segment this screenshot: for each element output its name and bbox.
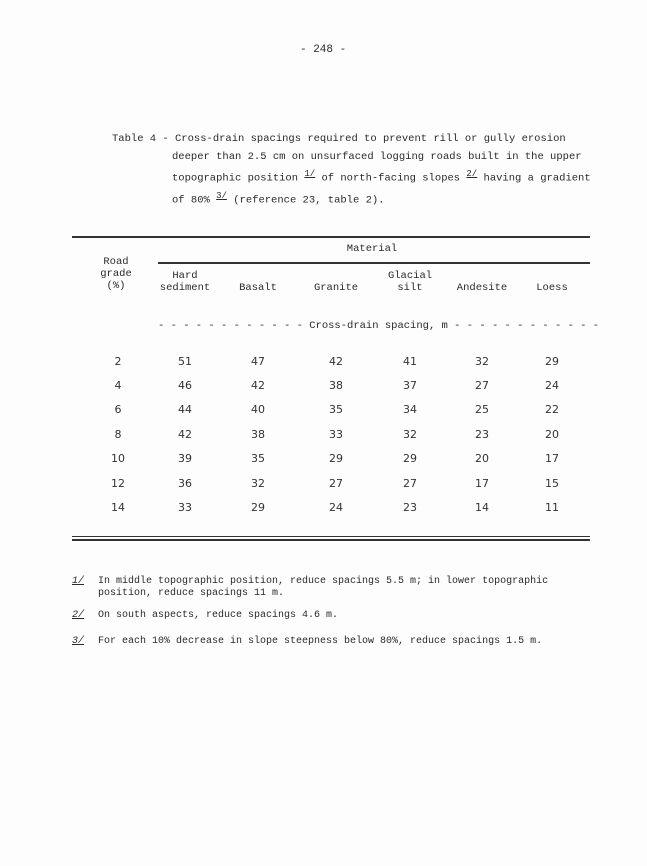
unit-label: - - - - - - - - - - - - Cross-drain spacing, m - - - - - - - - - - - - — [158, 320, 600, 332]
grade-cell: 12 — [111, 477, 125, 490]
spacing-cell: 33 — [178, 501, 192, 514]
column-header: Loess — [536, 282, 568, 294]
column-header: Hard sediment — [159, 270, 211, 294]
grade-cell: 2 — [114, 355, 122, 368]
footnote-text: In middle topographic position, reduce spacings 5.5 m; in lower topographic position, reduce spacings 11 m. — [98, 576, 549, 599]
spacing-cell: 17 — [545, 452, 559, 465]
grade-cell: 14 — [111, 501, 125, 514]
table-caption — [112, 131, 591, 210]
spacing-cell: 38 — [329, 379, 343, 392]
caption-text: of north-facing slopes — [321, 172, 461, 185]
spacing-cell: 29 — [403, 452, 417, 465]
caption-line: Table 4 - Cross-drain spacings required to prevent rill or gully erosion — [112, 133, 566, 145]
caption-line — [112, 188, 591, 210]
spacing-cell: 14 — [475, 501, 489, 514]
table-bottom-rule — [72, 536, 590, 537]
caption-text: topographic position — [172, 172, 299, 185]
table-bottom-rule — [72, 539, 590, 541]
caption-text: (reference 23, table 2). — [233, 194, 385, 207]
spacing-cell: 44 — [178, 403, 192, 416]
spacing-cell: 29 — [545, 355, 559, 368]
spacing-cell: 20 — [475, 452, 489, 465]
spacing-cell: 22 — [545, 403, 559, 416]
footnote-mark: 3/ — [72, 636, 85, 647]
spacing-cell: 27 — [403, 477, 417, 490]
caption-line — [112, 166, 591, 188]
footnote-ref: 2/ — [466, 169, 478, 179]
spacing-cell: 46 — [178, 379, 192, 392]
column-header: Andesite — [456, 282, 508, 294]
spacing-cell: 27 — [329, 477, 343, 490]
material-rule — [158, 262, 590, 264]
spacing-cell: 37 — [403, 379, 417, 392]
footnote-mark: 1/ — [72, 576, 85, 587]
column-header: Basalt — [239, 282, 277, 294]
column-header: Granite — [313, 282, 359, 294]
spacing-cell: 29 — [251, 501, 265, 514]
footnote — [72, 576, 568, 600]
spacing-cell: 15 — [545, 477, 559, 490]
spacing-cell: 11 — [545, 501, 559, 514]
spacing-cell: 39 — [178, 452, 192, 465]
footnote-text: On south aspects, reduce spacings 4.6 m. — [98, 610, 339, 621]
spacing-cell: 42 — [251, 379, 265, 392]
footnote — [72, 610, 568, 622]
spacing-cell: 42 — [178, 428, 192, 441]
page-number: - 248 - — [300, 44, 347, 56]
spacing-cell: 35 — [329, 403, 343, 416]
spacing-cell: 32 — [403, 428, 417, 441]
spacing-cell: 23 — [475, 428, 489, 441]
spacing-cell: 38 — [251, 428, 265, 441]
spacing-cell: 24 — [329, 501, 343, 514]
spacing-cell: 41 — [403, 355, 417, 368]
material-header: Material — [346, 243, 398, 255]
spacing-cell: 51 — [178, 355, 192, 368]
road-grade-header: Road grade (%) — [100, 256, 132, 292]
spacing-cell: 34 — [403, 403, 417, 416]
caption-line: deeper than 2.5 cm on unsurfaced logging roads built in the upper — [172, 150, 582, 163]
spacing-cell: 23 — [403, 501, 417, 514]
spacing-cell: 40 — [251, 403, 265, 416]
spacing-cell: 32 — [251, 477, 265, 490]
spacing-cell: 25 — [475, 403, 489, 416]
caption-text: having a gradient — [483, 172, 591, 185]
grade-cell: 4 — [114, 379, 122, 392]
grade-cell: 6 — [114, 403, 122, 416]
grade-cell: 10 — [111, 452, 125, 465]
spacing-cell: 20 — [545, 428, 559, 441]
spacing-cell: 33 — [329, 428, 343, 441]
spacing-cell: 47 — [251, 355, 265, 368]
spacing-cell: 17 — [475, 477, 489, 490]
footnote-ref: 3/ — [216, 191, 227, 201]
grade-cell: 8 — [114, 428, 122, 441]
spacing-cell: 35 — [251, 452, 265, 465]
footnote-mark: 2/ — [72, 610, 85, 621]
footnote-ref: 1/ — [304, 169, 316, 179]
footnote — [72, 636, 568, 648]
spacing-cell: 42 — [329, 355, 343, 368]
spacing-cell: 32 — [475, 355, 489, 368]
spacing-cell: 27 — [475, 379, 489, 392]
column-header: Glacial silt — [387, 270, 433, 294]
spacing-cell: 36 — [178, 477, 192, 490]
spacing-cell: 24 — [545, 379, 559, 392]
caption-text: of 80% — [172, 194, 210, 207]
footnote-text: For each 10% decrease in slope steepness below 80%, reduce spacings 1.5 m. — [98, 636, 543, 647]
table-top-rule — [72, 236, 590, 238]
spacing-cell: 29 — [329, 452, 343, 465]
